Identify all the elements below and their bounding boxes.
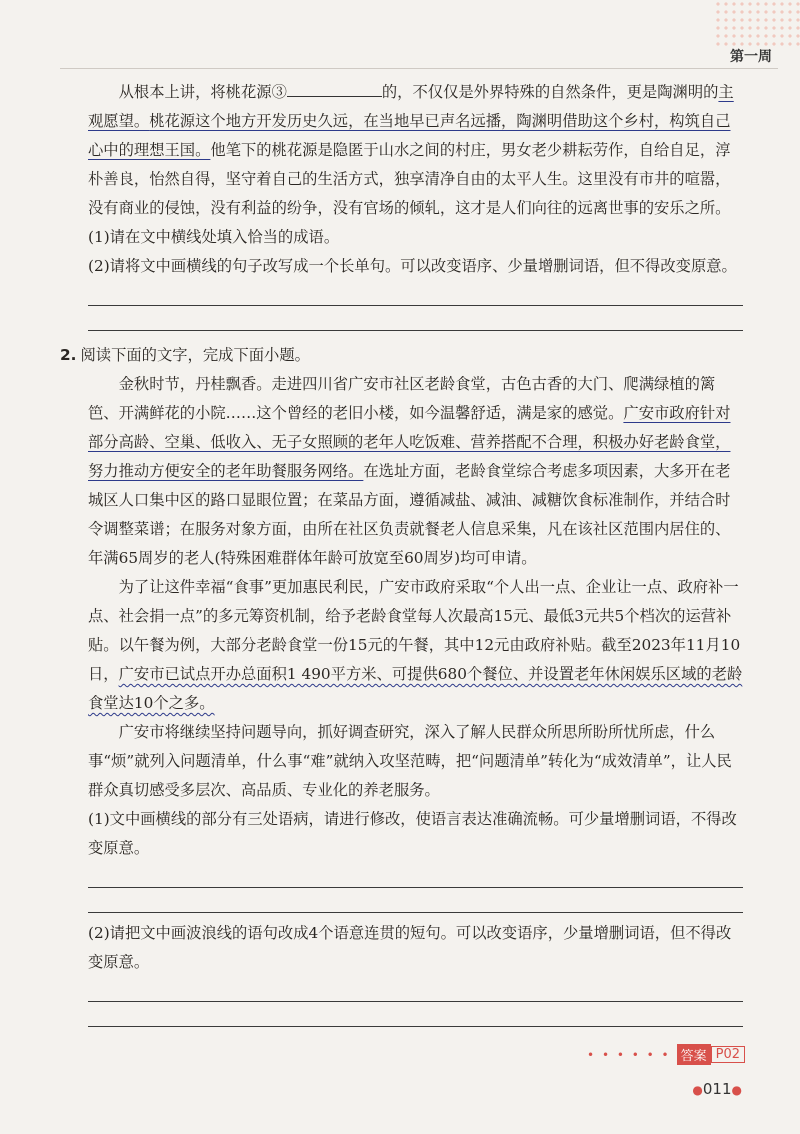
fill-blank[interactable] bbox=[287, 80, 382, 97]
answer-label: 答案 bbox=[677, 1044, 711, 1065]
answer-reference-tag[interactable] bbox=[587, 1044, 745, 1065]
header-divider bbox=[60, 68, 778, 69]
passage-text: 在选址方面，老龄食堂综合考虑多项因素，大多开在老城区人口集中区的路口显眼位置；在菜品方面，遵循减盐、减油、减糖饮食标准制作，并结合时令调整菜谱；在服务对象方面，由所在社区负责就餐老人信息采集，凡在该社区范围内居住的、年满65周岁的老人(特殊困难群体年龄可放宽至60周岁)均可申请。 bbox=[88, 462, 731, 567]
q2-sub1: (1)文中画横线的部分有三处语病，请进行修改，使语言表达准确流畅。可少量增删词语，不得改变原意。 bbox=[88, 810, 737, 857]
q2-number: 2. bbox=[60, 346, 77, 364]
bullet-icon: ● bbox=[731, 1083, 742, 1097]
passage-text: 从根本上讲，将桃花源③ bbox=[118, 83, 287, 101]
answer-line[interactable] bbox=[88, 1002, 743, 1027]
page-number bbox=[692, 1080, 742, 1098]
passage-text: 的，不仅仅是外界特殊的自然条件，更是陶渊明的 bbox=[381, 83, 719, 101]
page-number-text: 011 bbox=[702, 1080, 732, 1098]
underlined-start: 主观愿望。 bbox=[88, 83, 734, 130]
dot-leader-icon: • • • • • • bbox=[587, 1047, 671, 1062]
q2-paragraph-3: 广安市将继续坚持问题导向，抓好调查研究，深入了解人民群众所思所盼所忧所虑，什么事“烦”就列入问题清单，什么事“难”就纳入攻坚范畴，把“问题清单”转化为“成效清单”，让人民群众真切感受多层次、高品质、专业化的养老服务。 bbox=[88, 723, 732, 799]
answer-line[interactable] bbox=[88, 281, 743, 306]
wavy-underlined-sentence: 广安市已试点开办总面积1 490平方米、可提供680个餐位、并设置老年休闲娱乐区域的老龄食堂达10个之多。 bbox=[88, 665, 743, 712]
q1-sub1: (1)请在文中横线处填入恰当的成语。 bbox=[88, 228, 340, 246]
answer-line[interactable] bbox=[88, 863, 743, 888]
answer-line[interactable] bbox=[88, 888, 743, 913]
answer-line[interactable] bbox=[88, 306, 743, 331]
answer-line[interactable] bbox=[88, 977, 743, 1002]
q1-sub2: (2)请将文中画横线的句子改写成一个长单句。可以改变语序、少量增删词语，但不得改变原意。 bbox=[88, 257, 737, 275]
q2-paragraph-2 bbox=[88, 573, 743, 718]
underlined-sentence: 广安市政府针对部分高龄、空巢、低收入、无子女照顾的老年人吃饭难、营养搭配不合理，积极办好老龄食堂，努力推动方便安全的老年助餐服务网络。 bbox=[88, 404, 731, 480]
underlined-sentence: 桃花源这个地方开发历史久远，在当地早已声名远播，陶渊明借助这个乡村，构筑自己心中的理想王国。 bbox=[88, 112, 731, 159]
q2-paragraph-1 bbox=[88, 370, 743, 573]
week-label: 第一周 bbox=[730, 49, 772, 65]
passage-text: 金秋时节，丹桂飘香。走进四川省广安市社区老龄食堂，古色古香的大门、爬满绿植的篱笆、开满鲜花的小院……这个曾经的老旧小楼，如今温馨舒适，满是家的感觉。 bbox=[88, 375, 716, 422]
q2-title bbox=[60, 341, 743, 370]
passage-text: 为了让这件幸福“食事”更加惠民利民，广安市政府采取“个人出一点、企业让一点、政府补一点、社会捐一点”的多元筹资机制，给予老龄食堂每人次最高15元、最低3元共5个档次的运营补贴。以午餐为例，大部分老龄食堂一份15元的午餐，其中12元由政府补贴。截至2023年11月10日， bbox=[88, 578, 741, 683]
bullet-icon: ● bbox=[692, 1083, 703, 1097]
answer-page-code: P02 bbox=[711, 1046, 745, 1063]
q2-title-text: 阅读下面的文字，完成下面小题。 bbox=[80, 346, 310, 364]
q1-passage bbox=[88, 78, 743, 223]
passage-text: 他笔下的桃花源是隐匿于山水之间的村庄，男女老少耕耘劳作，自给自足，淳朴善良，怡然自得，坚守着自己的生活方式，独享清净自由的太平人生。这里没有市井的喧嚣，没有商业的侵蚀，没有利益的纷争，没有官场的倾轧，这才是人们向往的远离世事的安乐之所。 bbox=[88, 141, 731, 217]
decorative-dot-pattern bbox=[714, 0, 800, 46]
q2-sub2: (2)请把文中画波浪线的语句改成4个语意连贯的短句。可以改变语序，少量增删词语，但不得改变原意。 bbox=[88, 924, 732, 971]
page-content bbox=[60, 78, 743, 1027]
